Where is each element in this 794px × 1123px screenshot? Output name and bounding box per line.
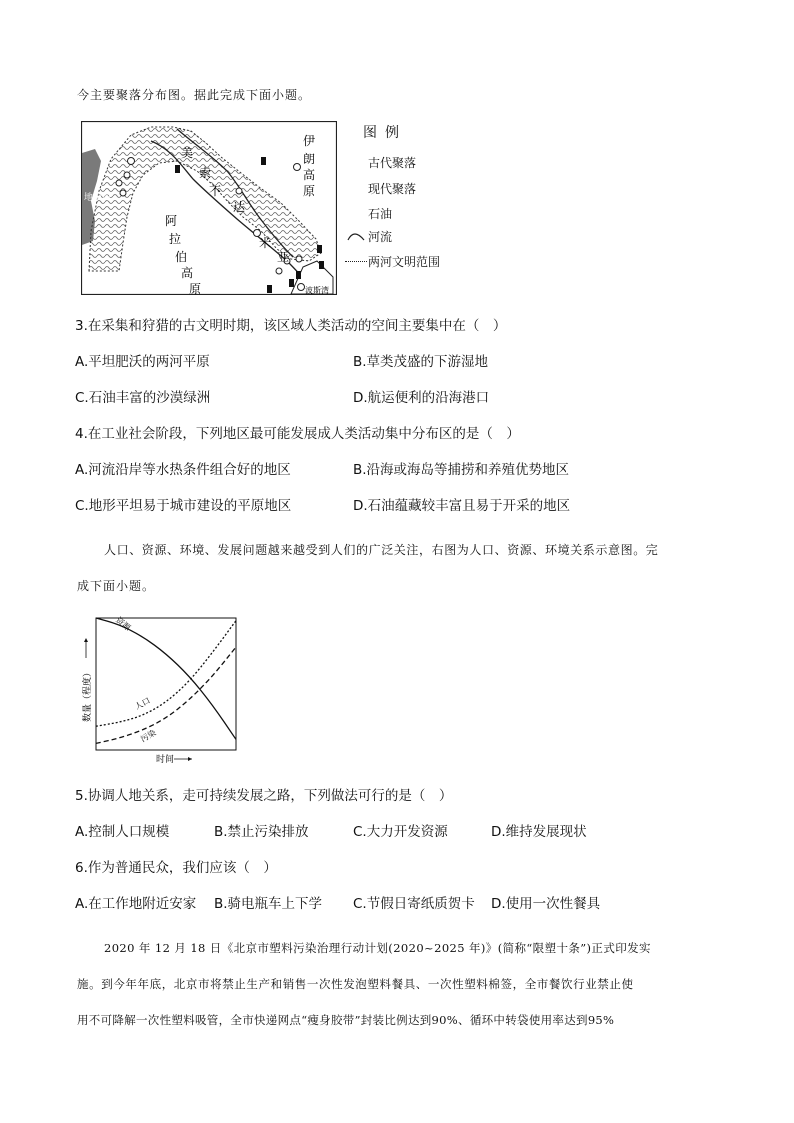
label-arabia-3: 伯 [175, 250, 188, 264]
x-axis-label: 时间 [156, 755, 175, 764]
label-arabia-2: 拉 [169, 232, 182, 246]
legend-modern: 现代聚落 [368, 182, 417, 196]
population-resource-chart [76, 614, 246, 764]
label-iran-1: 伊 [303, 134, 316, 148]
q5-option-a: A.控制人口规模 [75, 824, 170, 840]
q4-option-c: C.地形平坦易于城市建设的平原地区 [75, 498, 292, 514]
label-arabia-4: 高 [181, 266, 194, 280]
y-arrow-head [84, 638, 88, 642]
series-line-人口 [96, 621, 236, 727]
label-iran-4: 原 [303, 184, 316, 198]
legend-title: 图例 [363, 125, 407, 141]
q4-option-b: B.沿海或海岛等捕捞和养殖优势地区 [353, 462, 570, 478]
q6-stem: 6.作为普通民众，我们应该（ ） [75, 860, 277, 876]
intro2-line2: 成下面小题。 [77, 579, 156, 593]
mesopotamia-map [81, 121, 337, 295]
label-meso-1: 美 [181, 146, 194, 160]
q3-stem: 3.在采集和狩猎的古文明时期，该区域人类活动的空间主要集中在（ ） [75, 318, 507, 334]
river-legend-icon [346, 228, 366, 242]
q5-option-d: D.维持发展现状 [491, 824, 587, 840]
q5-option-b: B.禁止污染排放 [214, 824, 309, 840]
q6-option-c: C.节假日寄纸质贺卡 [353, 896, 475, 912]
q6-option-d: D.使用一次性餐具 [491, 896, 601, 912]
q4-stem: 4.在工业社会阶段，下列地区最可能发展成人类活动集中分布区的是（ ） [75, 426, 520, 442]
legend-civilization: 两河文明范围 [368, 255, 441, 269]
intro2-line1: 人口、资源、环境、发展问题越来越受到人们的广泛关注，右图为人口、资源、环境关系示意图。完 [104, 543, 659, 557]
y-axis-label: 数量（程度） [83, 667, 93, 722]
label-mediterranean: 地中海 [84, 193, 112, 203]
q5-stem: 5.协调人地关系，走可持续发展之路，下列做法可行的是（ ） [75, 788, 453, 804]
q5-option-c: C.大力开发资源 [353, 824, 448, 840]
label-meso-6: 亚 [277, 250, 290, 264]
legend-ancient: 古代聚落 [368, 156, 417, 170]
label-arabia-5: 原 [189, 282, 202, 295]
intro3-line2: 施。到今年年底，北京市将禁止生产和销售一次性发泡塑料餐具、一次性塑料棉签，全市餐饮行业禁止使 [77, 977, 634, 991]
q3-option-a: A.平坦肥沃的两河平原 [75, 354, 210, 370]
label-meso-5: 米 [259, 236, 272, 250]
plot-frame [96, 618, 236, 750]
series-line-资源 [96, 618, 236, 739]
label-gulf: 波斯湾 [305, 286, 329, 295]
q4-option-a: A.河流沿岸等水热条件组合好的地区 [75, 462, 291, 478]
label-arabia-1: 阿 [165, 214, 178, 228]
civilization-legend-icon [345, 261, 367, 262]
series-line-污染 [96, 647, 236, 743]
label-meso-4: 达 [233, 200, 246, 214]
legend-river: 河流 [368, 230, 393, 244]
legend-oil: 石油 [368, 207, 393, 221]
q3-option-b: B.草类茂盛的下游湿地 [353, 354, 489, 370]
label-iran-2: 朗 [303, 152, 316, 166]
intro-text: 今主要聚落分布图。据此完成下面小题。 [77, 88, 312, 102]
q6-option-a: A.在工作地附近安家 [75, 896, 197, 912]
intro3-line3: 用不可降解一次性塑料吸管，全市快递网点“瘦身胶带”封装比例达到90%、循环中转袋使用率达到95% [77, 1013, 615, 1027]
label-iran-3: 高 [303, 168, 316, 182]
x-arrow-head [188, 757, 192, 761]
q3-option-c: C.石油丰富的沙漠绿洲 [75, 390, 211, 406]
series-label-资源: 资源 [114, 615, 133, 633]
series-label-人口: 人口 [133, 695, 152, 712]
label-meso-3: 不 [209, 184, 222, 198]
intro3-line1: 2020 年 12 月 18 日《北京市塑料污染治理行动计划(2020~2025 年)》(简称“限塑十条”)正式印发实 [104, 941, 651, 955]
q4-option-d: D.石油蕴藏较丰富且易于开采的地区 [353, 498, 571, 514]
q6-option-b: B.骑电瓶车上下学 [214, 896, 323, 912]
series-label-污染: 污染 [139, 728, 158, 744]
label-meso-2: 索 [199, 166, 212, 180]
q3-option-d: D.航运便利的沿海港口 [353, 390, 490, 406]
